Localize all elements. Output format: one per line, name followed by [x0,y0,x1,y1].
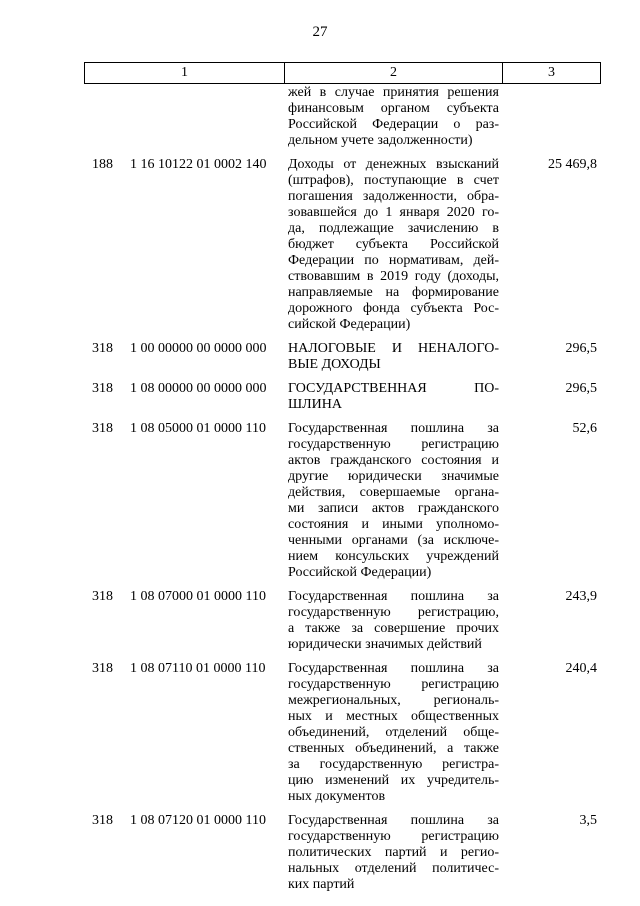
row-name [288,421,499,581]
row-admin-code: 188 [92,157,113,172]
name-line: сийской Федерации) [288,317,411,332]
row-name [288,589,499,653]
name-line: политических партий и регио- [288,845,499,860]
name-line: Государственная пошлина за [288,421,499,436]
row-budget-code: 1 08 07110 01 0000 110 [130,661,266,676]
row-value: 240,4 [565,661,597,676]
row-value: 296,5 [565,341,597,356]
row-budget-code: 1 00 00000 00 0000 000 [130,341,267,356]
name-line: жей в случае принятия решения [288,85,499,100]
name-line: другие юридически значимые [288,469,499,484]
name-line: финансовым органом субъекта [288,101,499,116]
header-col-2: 2 [285,63,503,83]
name-line: ШЛИНА [288,397,342,412]
name-line: погашения задолженности, обра- [288,189,499,204]
name-line: дельном учете задолженности) [288,133,473,148]
name-line: объединений, отделений обще- [288,725,499,740]
name-line: дорожного фонда субъекта Рос- [288,301,499,316]
row-admin-code: 318 [92,661,113,676]
row-value: 25 469,8 [548,157,597,172]
name-line: Государственная пошлина за [288,661,499,676]
name-line: актов гражданского состояния и [288,453,499,468]
row-admin-code: 318 [92,813,113,828]
name-line: НАЛОГОВЫЕ И НЕНАЛОГО- [288,341,499,356]
row-budget-code: 1 08 07000 01 0000 110 [130,589,266,604]
name-line: действия, совершаемые органа- [288,485,499,500]
row-name [288,157,499,333]
row-budget-code: 1 08 05000 01 0000 110 [130,421,266,436]
name-line: да, подлежащие зачислению в [288,221,499,236]
row-admin-code: 318 [92,421,113,436]
row-value: 296,5 [565,381,597,396]
header-col-1: 1 [85,63,285,83]
name-line: цию изменений их учредитель- [288,773,499,788]
name-line: ГОСУДАРСТВЕННАЯ ПО- [288,381,499,396]
name-line: Федерации по нормативам, дей- [288,253,499,268]
row-value: 243,9 [565,589,597,604]
name-line: государственную регистрацию [288,829,499,844]
name-line: состояния и иными уполномо- [288,517,499,532]
row-admin-code: 318 [92,589,113,604]
row-value: 3,5 [579,813,597,828]
name-line: (штрафов), поступающие в счет [288,173,499,188]
name-line: межрегиональных, региональ- [288,693,499,708]
row-name [288,85,499,149]
name-line: государственную регистрацию [288,437,499,452]
name-line: Доходы от денежных взысканий [288,157,499,172]
row-name [288,661,499,805]
name-line: бюджет субъекта Российской [288,237,499,252]
name-line: а также за совершение прочих [288,621,499,636]
row-name [288,341,499,373]
row-admin-code: 318 [92,341,113,356]
name-line: Государственная пошлина за [288,589,499,604]
name-line: Российской Федерации о раз- [288,117,499,132]
row-name [288,381,499,413]
row-value: 52,6 [572,421,597,436]
table-header [84,62,601,84]
row-budget-code: 1 16 10122 01 0002 140 [130,157,267,172]
name-line: Государственная пошлина за [288,813,499,828]
page-number: 27 [312,24,328,40]
name-line: ченными органами (за исключе- [288,533,499,548]
name-line: ми записи актов гражданского [288,501,499,516]
name-line: ствовавшим в 2019 году (доходы, [288,269,499,284]
name-line: ных и местных общественных [288,709,499,724]
name-line: ных документов [288,789,386,804]
name-line: нальных отделений политичес- [288,861,499,876]
row-budget-code: 1 08 00000 00 0000 000 [130,381,267,396]
name-line: за государственную регистра- [288,757,499,772]
name-line: направляемые на формирование [288,285,499,300]
name-line: нием консульских учреждений [288,549,499,564]
name-line: государственную регистрацию [288,677,499,692]
header-col-3: 3 [548,65,555,80]
name-line: зовавшейся до 1 января 2020 го- [288,205,499,220]
name-line: ких партий [288,877,355,892]
row-name [288,813,499,893]
name-line: ВЫЕ ДОХОДЫ [288,357,381,372]
name-line: государственную регистрацию, [288,605,499,620]
name-line: ственных объединений, а также [288,741,499,756]
name-line: Российской Федерации) [288,565,432,580]
row-budget-code: 1 08 07120 01 0000 110 [130,813,266,828]
row-admin-code: 318 [92,381,113,396]
name-line: юридически значимых действий [288,637,482,652]
